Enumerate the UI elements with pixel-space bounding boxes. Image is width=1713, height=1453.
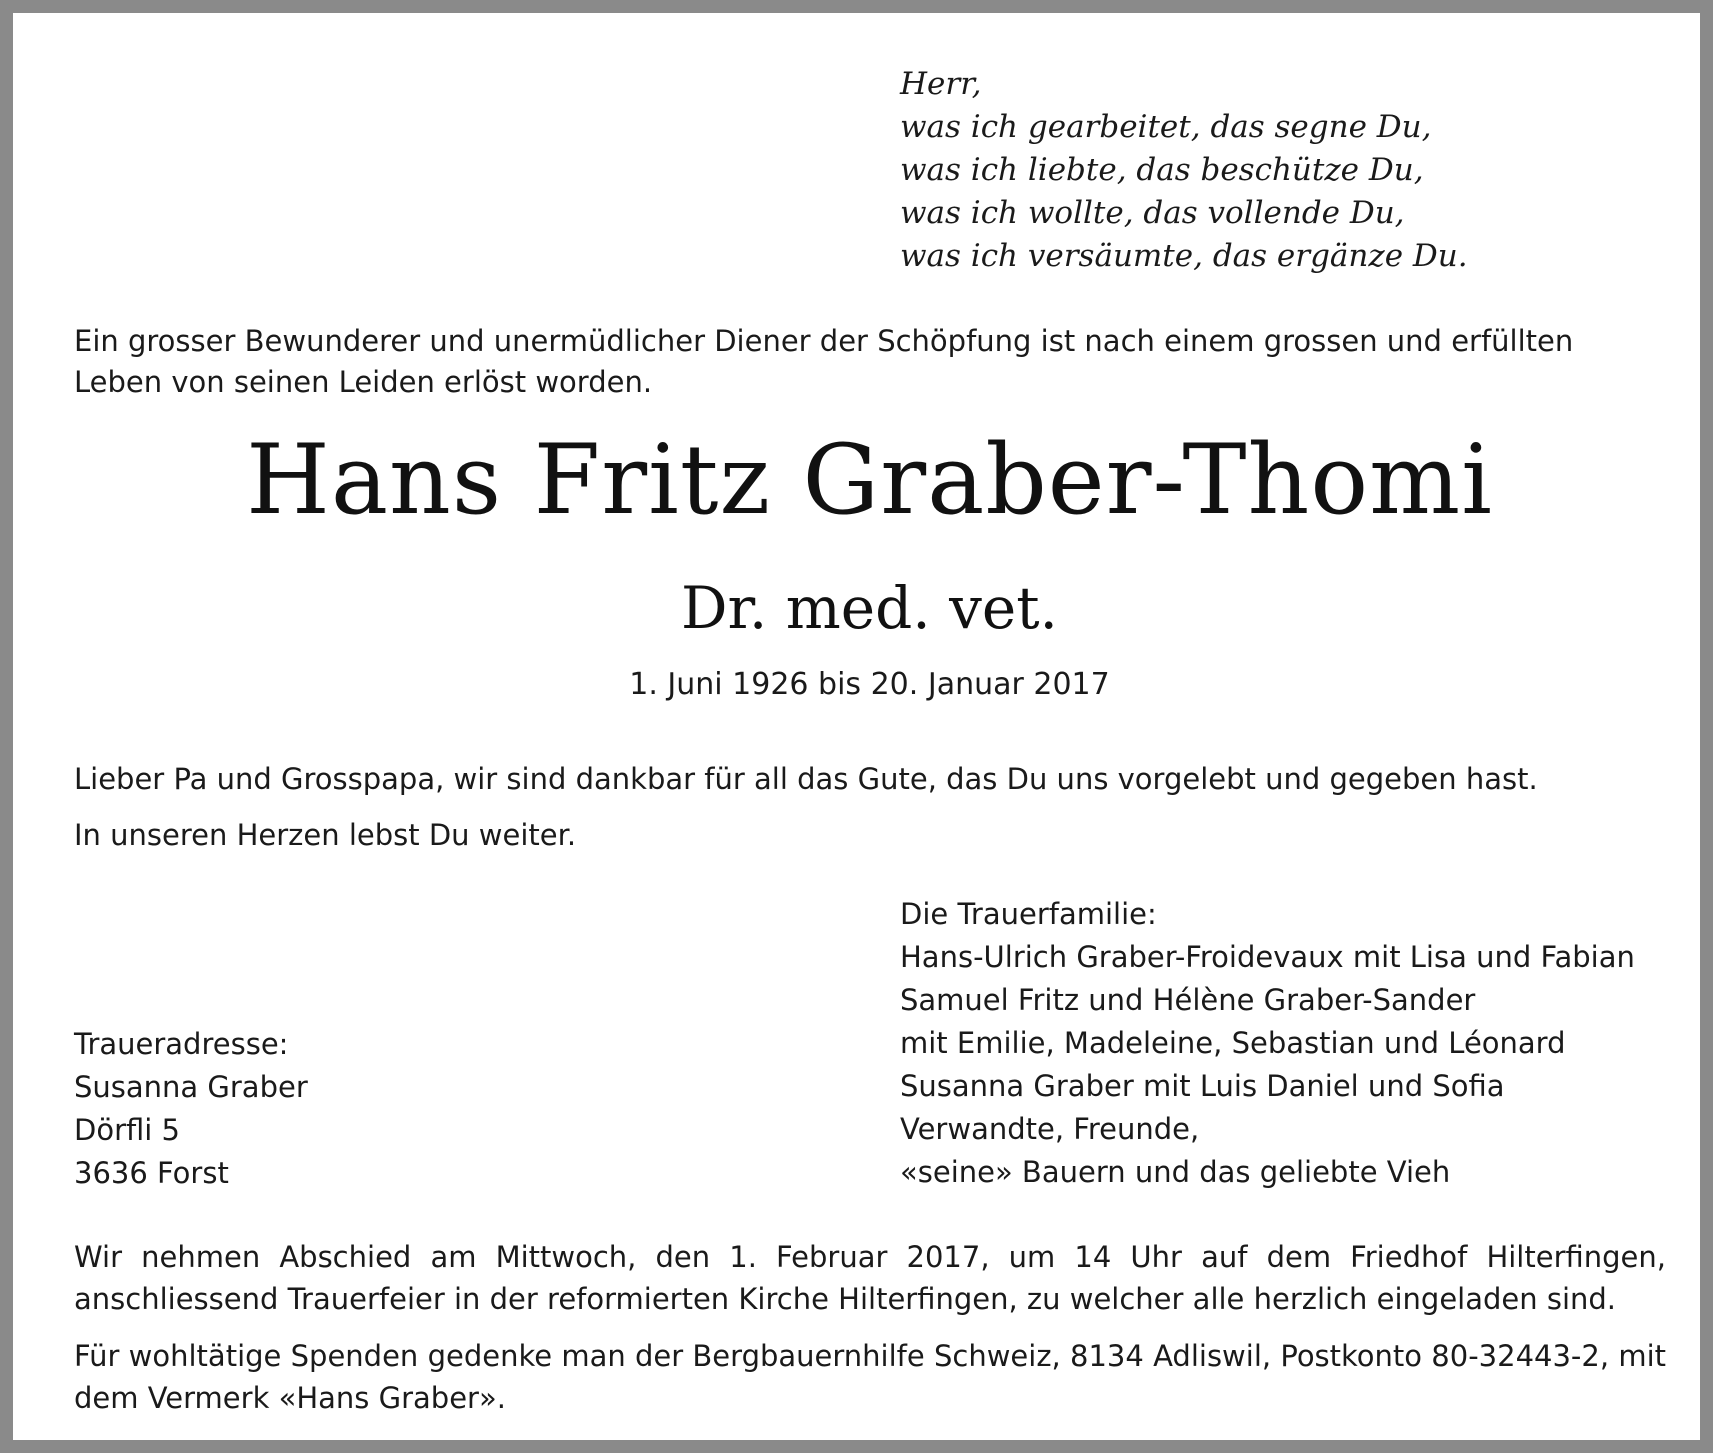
- thanks-line: Lieber Pa und Grosspapa, wir sind dankbar für all das Gute, das Du uns vorgelebt und gegeben hast.: [74, 762, 1538, 796]
- motto-line: was ich gearbeitet, das segne Du,: [900, 109, 1432, 145]
- address-line: Dörfli 5: [74, 1113, 180, 1147]
- address-line: Susanna Graber: [74, 1070, 308, 1104]
- deceased-name: Hans Fritz Graber-Thomi: [246, 424, 1493, 536]
- family-line: Die Trauerfamilie:: [900, 897, 1157, 931]
- family-line: Hans-Ulrich Graber-Froidevaux mit Lisa und Fabian: [900, 940, 1635, 974]
- motto-line: was ich liebte, das beschütze Du,: [900, 152, 1424, 188]
- thanks-line: In unseren Herzen lebst Du weiter.: [74, 818, 577, 852]
- deceased-title: Dr. med. vet.: [681, 574, 1058, 642]
- address-line: Traueradresse:: [74, 1027, 289, 1061]
- donation-notice: Für wohltätige Spenden gedenke man der Bergbauernhilfe Schweiz, 8134 Adliswil, Postkonto 80-32443-2, mit dem Vermerk «Hans Graber».: [74, 1339, 1666, 1415]
- family-line: «seine» Bauern und das geliebte Vieh: [900, 1155, 1451, 1189]
- motto-line: was ich wollte, das vollende Du,: [900, 195, 1405, 231]
- farewell-notice: Wir nehmen Abschied am Mittwoch, den 1. Februar 2017, um 14 Uhr auf dem Friedhof Hilterfingen, anschliessend Trauerfeier in der reformierten Kirche Hilterfingen, zu welcher alle herzlich eingeladen sind.: [74, 1240, 1666, 1316]
- mourning-address: [74, 1023, 308, 1195]
- thanks-block: [74, 751, 1669, 863]
- motto-verse: [900, 63, 1468, 278]
- family-line: mit Emilie, Madeleine, Sebastian und Léonard: [900, 1026, 1566, 1060]
- family-line: Susanna Graber mit Luis Daniel und Sofia: [900, 1069, 1505, 1103]
- family-line: Samuel Fritz und Hélène Graber-Sander: [900, 983, 1476, 1017]
- life-dates: 1. Juni 1926 bis 20. Januar 2017: [629, 667, 1110, 702]
- mourning-family: [900, 893, 1635, 1194]
- family-line: Verwandte, Freunde,: [900, 1112, 1200, 1146]
- motto-line: was ich versäumte, das ergänze Du.: [900, 238, 1468, 274]
- motto-line: Herr,: [900, 66, 982, 102]
- address-line: 3636 Forst: [74, 1156, 229, 1190]
- intro-text: Ein grosser Bewunderer und unermüdlicher Diener der Schöpfung ist nach einem grossen und erfüllten Leben von seinen Leiden erlöst worden.: [74, 324, 1574, 399]
